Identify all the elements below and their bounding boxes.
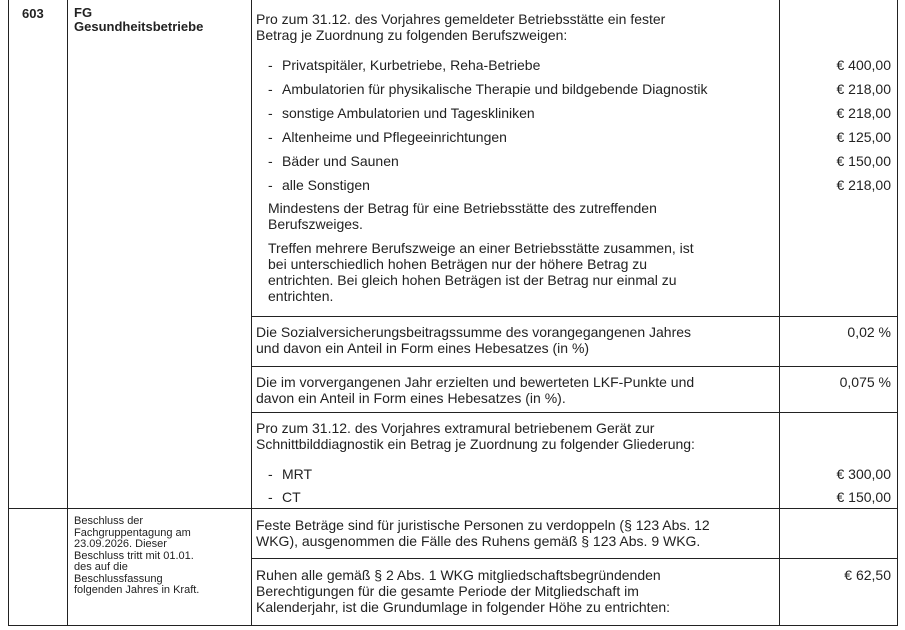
ruhen-line: Berechtigungen für die gesamte Periode der Mitgliedschaft im xyxy=(256,583,639,599)
intro-line: Pro zum 31.12. des Vorjahres gemeldeter Betriebsstätte ein fester xyxy=(256,11,666,27)
svb-line: Die Sozialversicherungsbeitragssumme des vorangegangenen Jahres xyxy=(256,324,692,340)
multiple-note-line: bei unterschiedlich hohen Beträgen nur der höhere Betrag zu xyxy=(268,256,648,272)
list-item-amount: € 218,00 xyxy=(836,177,891,193)
lkf-rate: 0,075 % xyxy=(839,374,891,390)
list-item-amount: € 125,00 xyxy=(836,129,891,145)
juristic-note xyxy=(256,517,710,549)
beschluss-line: Beschluss tritt mit 01.01. xyxy=(74,549,194,562)
beschluss-line: Fachgruppentagung am xyxy=(74,526,191,539)
beschluss-line: des auf die xyxy=(74,561,128,573)
device-item-label: MRT xyxy=(282,466,313,482)
ruhen-line: Kalenderjahr, ist die Grundumlage in folgender Höhe zu entrichten: xyxy=(256,599,671,615)
row-divider-juristisch xyxy=(251,558,897,559)
list-dash: - xyxy=(268,177,273,193)
list-item-amount: € 400,00 xyxy=(836,57,891,73)
juristic-note-line: WKG), ausgenommen die Fälle des Ruhens gemäß § 123 Abs. 9 WKG. xyxy=(256,533,701,549)
list-dash: - xyxy=(268,129,273,145)
row-divider-geraet xyxy=(9,508,897,509)
category-name-line1: FG xyxy=(74,5,93,20)
list-item-amount: € 218,00 xyxy=(836,105,891,121)
juristic-note-line: Feste Beträge sind für juristische Personen zu verdoppeln (§ 123 Abs. 12 xyxy=(256,517,710,533)
device-item-amount: € 300,00 xyxy=(836,466,891,482)
list-item-label: Ambulatorien für physikalische Therapie und bildgebende Diagnostik xyxy=(282,81,708,97)
beschluss-line: Beschluss der xyxy=(74,515,144,527)
row-divider-lkf xyxy=(251,412,897,413)
list-item-label: sonstige Ambulatorien und Tageskliniken xyxy=(282,105,535,121)
list-dash: - xyxy=(268,489,273,505)
row-divider-intro xyxy=(251,316,897,317)
beschluss-line: Beschlussfassung xyxy=(74,572,163,585)
column-divider-3 xyxy=(779,0,780,625)
minimum-note-line: Berufszweiges. xyxy=(268,216,363,232)
intro-line: Betrag je Zuordnung zu folgenden Berufszweigen: xyxy=(256,27,568,43)
multiple-note-line: entrichten. Bei gleich hohen Beträgen ist der Betrag nur einmal zu xyxy=(268,272,677,288)
svb-line: und davon ein Anteil in Form eines Hebesatzes (in %) xyxy=(256,340,590,356)
list-item-amount: € 150,00 xyxy=(836,153,891,169)
beschluss-line: folgenden Jahres in Kraft. xyxy=(74,584,200,596)
beschluss-line: 23.09.2026. Dieser xyxy=(74,538,167,550)
intro-text xyxy=(256,11,665,43)
list-item-label: Bäder und Saunen xyxy=(282,153,399,169)
ruhen-amount: € 62,50 xyxy=(844,567,891,583)
list-dash: - xyxy=(268,105,273,121)
beschluss-note xyxy=(74,516,250,597)
device-item-amount: € 150,00 xyxy=(836,489,891,505)
list-item-amount: € 218,00 xyxy=(836,81,891,97)
svb-rate: 0,02 % xyxy=(847,324,891,340)
lkf-text xyxy=(256,374,694,406)
list-dash: - xyxy=(268,466,273,482)
multiple-note-line: Treffen mehrere Berufszweige an einer Betriebsstätte zusammen, ist xyxy=(268,240,694,256)
category-code: 603 xyxy=(22,6,44,21)
ruhen-text xyxy=(256,567,670,615)
list-dash: - xyxy=(268,81,273,97)
geraet-line: Pro zum 31.12. des Vorjahres extramural betriebenem Gerät zur xyxy=(256,420,655,436)
column-divider-1 xyxy=(67,0,68,625)
list-item-label: alle Sonstigen xyxy=(282,177,370,193)
device-item-label: CT xyxy=(282,489,301,505)
list-item-label: Privatspitäler, Kurbetriebe, Reha-Betriebe xyxy=(282,57,541,73)
multiple-note xyxy=(268,240,694,304)
list-dash: - xyxy=(268,57,273,73)
multiple-note-line: entrichten. xyxy=(268,288,334,304)
column-divider-2 xyxy=(251,0,252,625)
lkf-line: Die im vorvergangenen Jahr erzielten und bewerteten LKF-Punkte und xyxy=(256,374,695,390)
minimum-note-line: Mindestens der Betrag für eine Betriebsstätte des zutreffenden xyxy=(268,200,657,216)
ruhen-line: Ruhen alle gemäß § 2 Abs. 1 WKG mitgliedschaftsbegründenden xyxy=(256,567,661,583)
category-name xyxy=(74,6,203,34)
minimum-note xyxy=(268,200,657,232)
geraet-line: Schnittbilddiagnostik ein Betrag je Zuordnung zu folgender Gliederung: xyxy=(256,436,695,452)
list-dash: - xyxy=(268,153,273,169)
geraet-text xyxy=(256,420,695,452)
lkf-line: davon ein Anteil in Form eines Hebesatzes (in %). xyxy=(256,390,566,406)
svb-text xyxy=(256,324,691,356)
category-name-line2: Gesundheitsbetriebe xyxy=(74,19,204,34)
list-item-label: Altenheime und Pflegeeinrichtungen xyxy=(282,129,507,145)
row-divider-svb xyxy=(251,366,897,367)
